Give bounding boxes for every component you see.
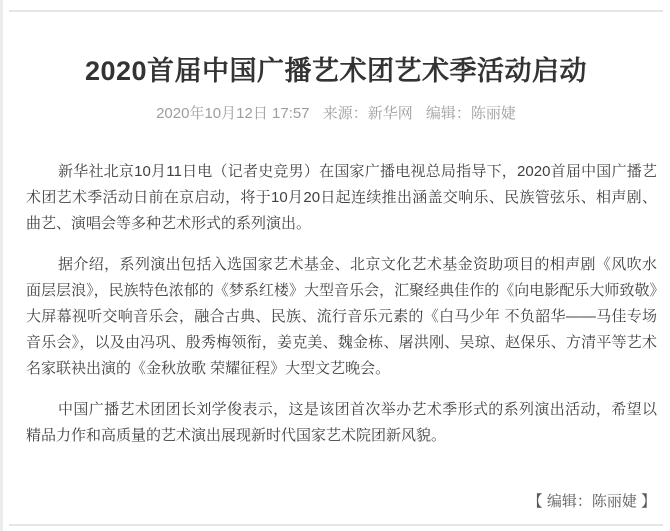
- article-container: [9, 10, 663, 526]
- article-source: 来源：新华网: [322, 105, 413, 122]
- article-title: 2020首届中国广播艺术团艺术季活动启动: [84, 56, 588, 86]
- publish-datetime: 2020年10月12日 17:57: [156, 105, 310, 122]
- article-paragraph-3: 中国广播艺术团团长刘学俊表示，这是该团首次举办艺术季形式的系列演出活动，希望以精品力作和高质量的艺术演出展现新时代国家艺术院团新风貌。: [26, 401, 657, 444]
- article-body: [9, 159, 663, 449]
- article-paragraph-2: 据介绍，系列演出包括入选国家艺术基金、北京文化艺术基金资助项目的相声剧《风吹水面层层浪》，民族特色浓郁的《梦系红楼》大型音乐会，汇聚经典佳作的《向电影配乐大师致敬》大屏幕视听交响音乐会，融合古典、民族、流行音乐元素的《白马少年 不负韶华——马佳专场音乐会》，以及由冯巩、殷秀梅领衔，姜克美、魏金栋、屠洪刚、吴琼、赵保乐、方清平等艺术名家联袂出演的《金秋放歌 荣耀征程》大型文艺晚会。: [26, 256, 657, 377]
- article-meta-editor: 编辑：陈丽婕: [425, 105, 516, 122]
- left-edge-strip: [0, 0, 3, 531]
- editor-footer: 【 编辑：陈丽婕 】: [527, 493, 656, 510]
- article-meta: [9, 105, 663, 123]
- article-paragraph-1: 新华社北京10月11日电（记者史竞男）在国家广播电视总局指导下，2020首届中国广播艺术团艺术季活动日前在京启动，将于10月20日起连续推出涵盖交响乐、民族管弦乐、相声剧、曲艺、演唱会等多种艺术形式的系列演出。: [26, 163, 657, 232]
